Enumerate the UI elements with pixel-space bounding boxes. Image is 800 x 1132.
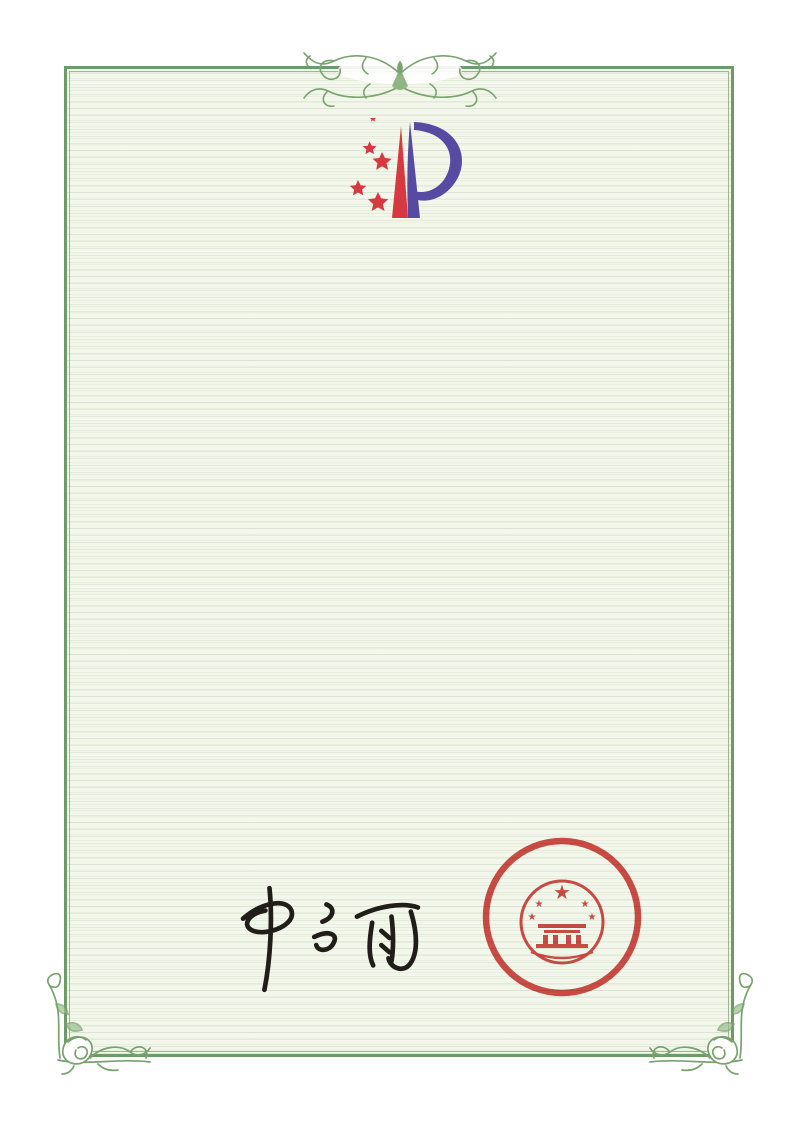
barcode xyxy=(110,860,306,874)
field-row-inventors xyxy=(96,391,716,412)
field-row-name xyxy=(96,341,716,362)
certificate-number xyxy=(96,124,100,145)
svg-text:★: ★ xyxy=(553,882,571,904)
svg-text:★: ★ xyxy=(587,912,597,923)
corner-flourish-bottom-left xyxy=(38,960,156,1078)
cnipa-seal xyxy=(477,832,647,1002)
field-row-filing-date xyxy=(96,483,716,504)
cert-no-digits xyxy=(96,124,100,144)
field-row-patent-number xyxy=(96,437,716,458)
field-row-grant-date xyxy=(96,625,716,646)
cnipa-logo-icon xyxy=(348,118,470,221)
field-row-patentee xyxy=(96,529,716,550)
svg-text:★: ★ xyxy=(527,912,537,923)
qr-code xyxy=(637,126,728,217)
field-grant-number xyxy=(406,625,412,646)
corner-flourish-bottom-right xyxy=(644,960,762,1078)
svg-text:★: ★ xyxy=(580,899,590,910)
commissioner-signature xyxy=(228,878,433,1000)
field-row-address xyxy=(96,576,716,597)
svg-text:★: ★ xyxy=(534,899,544,910)
national-emblem xyxy=(521,881,603,963)
top-flourish-ornament xyxy=(280,46,520,120)
